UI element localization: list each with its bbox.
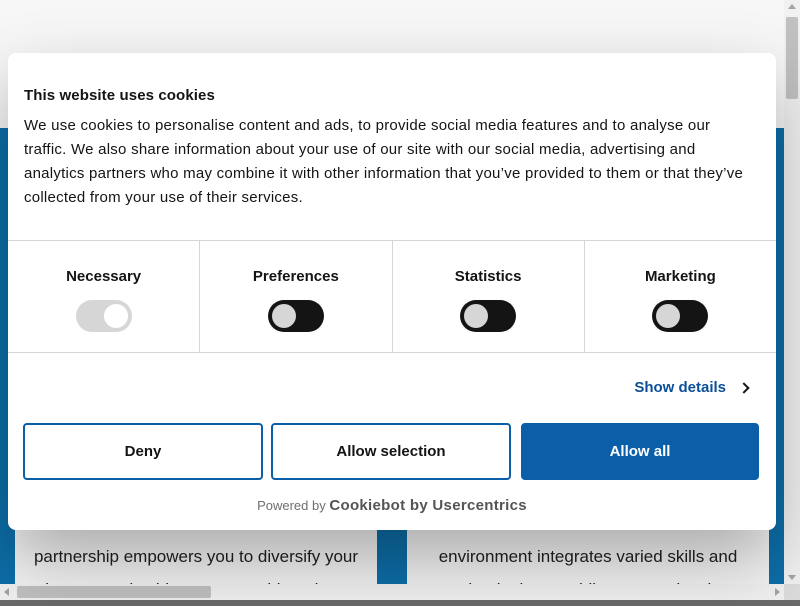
chevron-right-icon[interactable] xyxy=(738,382,749,393)
vertical-scrollbar[interactable] xyxy=(784,0,800,584)
feature-card-left-text: partnership empowers you to diversify your xyxy=(33,547,359,566)
necessary-toggle xyxy=(76,300,132,332)
scroll-down-arrow-icon[interactable] xyxy=(788,575,796,580)
statistics-toggle[interactable] xyxy=(460,300,516,332)
marketing-toggle-knob xyxy=(656,304,680,328)
cookie-consent-dialog xyxy=(8,53,776,530)
category-necessary xyxy=(8,241,200,352)
show-details-link[interactable] xyxy=(634,379,748,396)
feature-card-right-text: environment integrates varied skills and xyxy=(438,547,738,566)
horizontal-scrollbar[interactable] xyxy=(0,584,784,600)
scrollbar-corner xyxy=(784,584,800,600)
category-marketing xyxy=(585,241,776,352)
statistics-toggle-knob xyxy=(464,304,488,328)
category-statistics-label: Statistics xyxy=(454,268,522,285)
powered-by xyxy=(8,497,776,514)
allow-all-button[interactable]: Allow all xyxy=(521,423,759,480)
category-statistics xyxy=(393,241,585,352)
category-preferences xyxy=(200,241,392,352)
horizontal-scroll-thumb[interactable] xyxy=(17,586,211,598)
deny-button[interactable]: Deny xyxy=(23,423,263,480)
category-marketing-label: Marketing xyxy=(644,268,716,285)
allow-selection-button[interactable]: Allow selection xyxy=(271,423,511,480)
preferences-toggle[interactable] xyxy=(268,300,324,332)
dialog-description: We use cookies to personalise content and ads, to provide social media features and to analyse our traffic. We also share information about your use of our site with our social media, advertising and analytics partners who may combine it with other information that you’ve provided to them or that they’ve collected from your use of their services. xyxy=(24,117,744,206)
category-preferences-label: Preferences xyxy=(252,268,339,285)
marketing-toggle[interactable] xyxy=(652,300,708,332)
scroll-up-arrow-icon[interactable] xyxy=(788,4,796,9)
cookiebot-brand-link[interactable]: Cookiebot by Usercentrics xyxy=(329,497,527,514)
necessary-toggle-knob xyxy=(104,304,128,328)
powered-by-prefix: Powered by xyxy=(257,498,326,513)
dialog-title: This website uses cookies xyxy=(24,87,215,104)
consent-categories xyxy=(8,240,776,353)
vertical-scroll-thumb[interactable] xyxy=(786,17,798,99)
show-details-label[interactable]: Show details xyxy=(634,379,726,396)
category-necessary-label: Necessary xyxy=(66,268,142,285)
scroll-right-arrow-icon[interactable] xyxy=(775,588,780,596)
scroll-left-arrow-icon[interactable] xyxy=(4,588,9,596)
preferences-toggle-knob xyxy=(272,304,296,328)
